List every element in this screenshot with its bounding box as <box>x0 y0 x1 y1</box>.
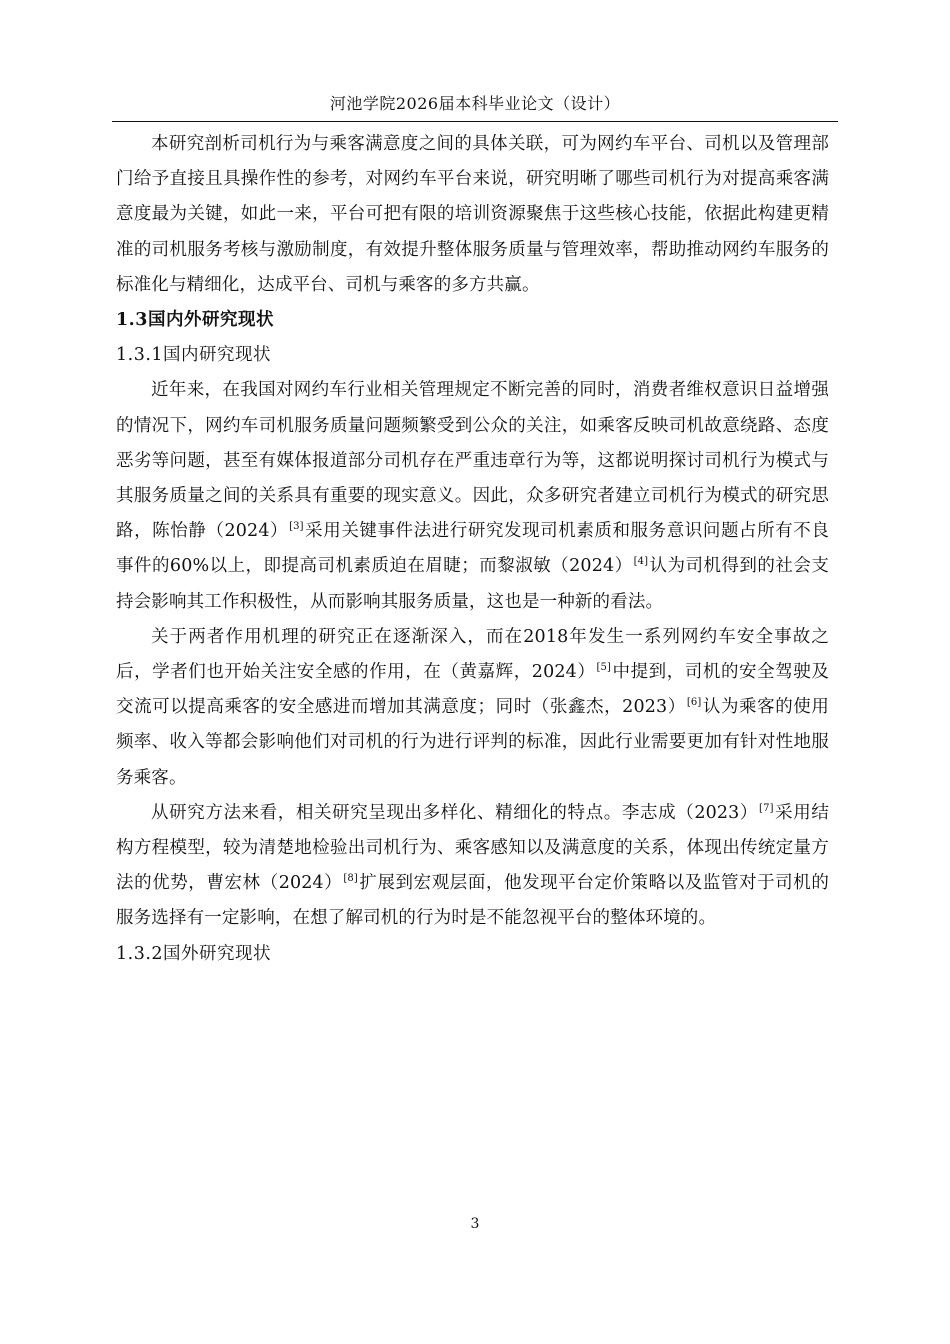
running-header: 河池学院2026届本科毕业论文（设计） <box>329 94 621 113</box>
citation-marker: [3] <box>289 521 304 533</box>
paragraph-domestic-status-1 <box>116 373 829 619</box>
paragraph-text: 中提到，司机的安全驾驶及交流可以提高乘客的安全感进而增加其满意度；同时（张鑫杰，2023） <box>116 662 829 718</box>
paragraph-text: 从研究方法来看，相关研究呈现出多样化、精细化的特点。李志成（2023） <box>151 802 759 823</box>
page-number: 3 <box>470 1216 480 1232</box>
section-heading-1-3: 1.3国内外研究现状 <box>116 310 274 331</box>
paragraph-domestic-status-2 <box>116 620 829 796</box>
paragraph-text: 认为乘客的使用频率、收入等都会影响他们对司机的行为进行评判的标准，因此行业需要更加有针对性地服务乘客。 <box>116 697 829 788</box>
paragraph-research-significance: 本研究剖析司机行为与乘客满意度之间的具体关联，可为网约车平台、司机以及管理部门给予直接且具操作性的参考，对网约车平台来说，研究明晰了哪些司机行为对提高乘客满意度最为关键，如此一来，平台可把有限的培训资源聚焦于这些核心技能，依据此构建更精准的司机服务考核与激励制度，有效提升整体服务质量与管理效率，帮助推动网约车服务的标准化与精细化，达成平台、司机与乘客的多方共赢。 <box>116 134 829 295</box>
citation-marker: [4] <box>633 556 649 568</box>
subsection-heading-1-3-2: 1.3.2国外研究现状 <box>116 943 272 964</box>
paragraph-domestic-status-3 <box>116 796 829 937</box>
citation-marker: [5] <box>596 662 612 674</box>
citation-marker: [6] <box>686 697 702 709</box>
header-rule <box>112 121 838 122</box>
paragraph-text: 关于两者作用机理的研究正在逐渐深入，而在2018年发生一系列网约车安全事故之后，学者们也开始关注安全感的作用，在（黄嘉辉，2024） <box>116 626 829 683</box>
paragraph-text: 采用关键事件法进行研究发现司机素质和服务意识问题占所有不良事件的60%以上，即提高司机素质迫在眉睫；而黎淑敏（2024） <box>116 521 829 577</box>
paragraph-text: 采用结构方程模型，较为清楚地检验出司机行为、乘客感知以及满意度的关系，体现出传统定量方法的优势，曹宏林（2024） <box>116 802 829 894</box>
paragraph-text: 认为司机得到的社会支持会影响其工作积极性，从而影响其服务质量，这也是一种新的看法。 <box>116 556 829 612</box>
paragraph-text: 近年来，在我国对网约车行业相关管理规定不断完善的同时，消费者维权意识日益增强的情况下，网约车司机服务质量问题频繁受到公众的关注，如乘客反映司机故意绕路、态度恶劣等问题，甚至有媒体报道部分司机存在严重违章行为等，这都说明探讨司机行为模式与其服务质量之间的关系具有重要的现实意义。因此，众多研究者建立司机行为模式的研究思路，陈怡静（2024） <box>116 380 829 542</box>
citation-marker: [7] <box>759 802 774 814</box>
page-body <box>116 127 829 972</box>
subsection-heading-1-3-1: 1.3.1国内研究现状 <box>116 345 272 366</box>
paragraph-text: 扩展到宏观层面，他发现平台定价策略以及监管对于司机的服务选择有一定影响，在想了解司机的行为时是不能忽视平台的整体环境的。 <box>116 873 829 929</box>
citation-marker: [8] <box>343 873 358 885</box>
